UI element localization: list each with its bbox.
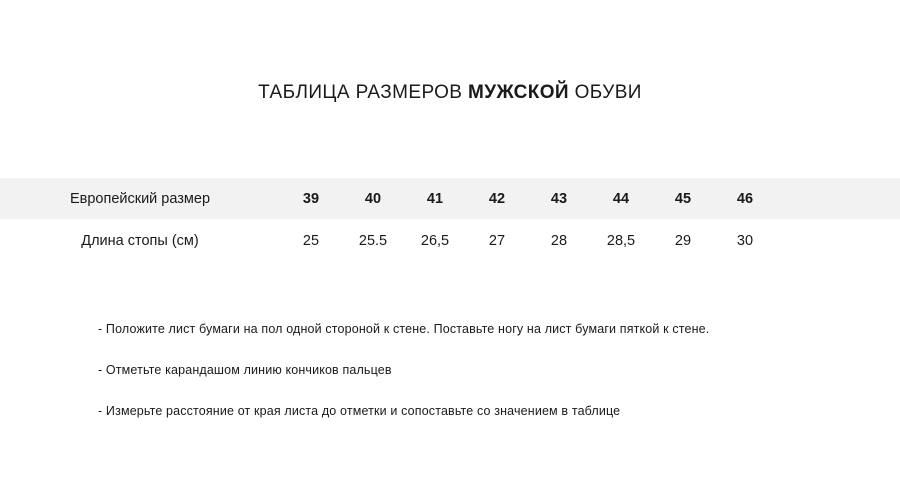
page-title-emphasis: МУЖСКОЙ <box>468 82 569 103</box>
cell-foot-length-6: 29 <box>674 232 692 249</box>
instruction-item: - Отметьте карандашом линию кончиков пальцев <box>98 363 392 377</box>
page-title-prefix: ТАБЛИЦА РАЗМЕРОВ <box>258 82 469 103</box>
cell-european-size-4: 43 <box>550 190 568 207</box>
page-title <box>0 82 900 104</box>
cell-european-size-5: 44 <box>612 190 630 207</box>
cell-foot-length-5: 28,5 <box>606 232 636 249</box>
table-row-foot-length <box>0 219 900 262</box>
instruction-item: - Измерьте расстояние от края листа до отметки и сопоставьте со значением в таблице <box>98 404 621 418</box>
cell-foot-length-4: 28 <box>550 232 568 249</box>
size-table <box>0 178 900 262</box>
row-label-foot-length: Длина стопы (см) <box>81 232 199 249</box>
page-title-suffix: ОБУВИ <box>568 82 642 103</box>
cell-european-size-2: 41 <box>426 190 444 207</box>
cell-european-size-3: 42 <box>488 190 506 207</box>
table-spacer-value <box>776 219 900 262</box>
cell-foot-length-3: 27 <box>488 232 506 249</box>
cell-foot-length-2: 26,5 <box>420 232 450 249</box>
cell-foot-length-1: 25.5 <box>358 232 388 249</box>
cell-foot-length-7: 30 <box>736 232 754 249</box>
cell-european-size-6: 45 <box>674 190 692 207</box>
cell-european-size-1: 40 <box>364 190 382 207</box>
instructions-list <box>98 322 838 419</box>
row-label-european-size: Европейский размер <box>69 190 211 207</box>
instruction-item: - Положите лист бумаги на пол одной стороной к стене. Поставьте ногу на лист бумаги пяткой к стене. <box>98 322 710 336</box>
table-spacer-header <box>776 178 900 219</box>
table-row-european-size <box>0 178 900 219</box>
cell-foot-length-0: 25 <box>302 232 320 249</box>
size-table-container <box>0 178 900 262</box>
cell-european-size-0: 39 <box>302 190 320 207</box>
cell-european-size-7: 46 <box>736 190 754 207</box>
